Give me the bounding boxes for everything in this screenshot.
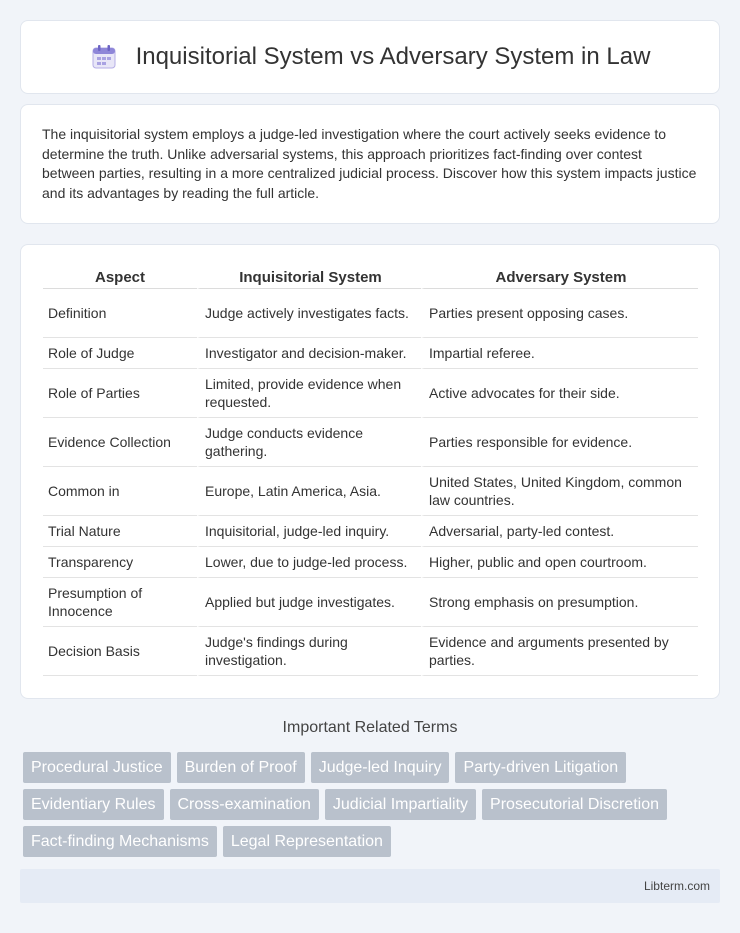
calendar-icon — [90, 43, 118, 71]
cell-adversary: Parties present opposing cases. — [421, 289, 698, 338]
tag-party-driven-litigation[interactable]: Party-driven Litigation — [455, 752, 626, 783]
cell-inquisitorial: Investigator and decision-maker. — [197, 338, 421, 369]
tag-judicial-impartiality[interactable]: Judicial Impartiality — [325, 789, 476, 820]
cell-adversary: Evidence and arguments presented by parties. — [421, 627, 698, 676]
cell-aspect: Presumption of Innocence — [43, 578, 197, 627]
table-row — [43, 547, 698, 578]
cell-aspect: Role of Judge — [43, 338, 197, 369]
table-row — [43, 516, 698, 547]
title-wrap — [90, 43, 651, 71]
table-header-row — [43, 265, 698, 289]
table-row — [43, 338, 698, 369]
cell-aspect: Definition — [43, 289, 197, 338]
intro-paragraph: The inquisitorial system employs a judge-led investigation where the court actively seeks evidence to determine the truth. Unlike adversarial systems, this approach prioritizes fact-finding over contest between parties, resulting in a more centralized judicial process. Discover how this system impacts justice and its advantages by reading the full article. — [42, 126, 697, 201]
cell-aspect: Evidence Collection — [43, 418, 197, 467]
footer — [20, 869, 720, 903]
intro-card — [20, 104, 720, 224]
related-terms-heading: Important Related Terms — [282, 719, 458, 736]
cell-adversary: United States, United Kingdom, common law countries. — [421, 467, 698, 516]
comparison-table-card — [20, 244, 720, 699]
table-row — [43, 418, 698, 467]
tag-prosecutorial-discretion[interactable]: Prosecutorial Discretion — [482, 789, 667, 820]
cell-adversary: Active advocates for their side. — [421, 369, 698, 418]
cell-adversary: Impartial referee. — [421, 338, 698, 369]
page-title: Inquisitorial System vs Adversary System in Law — [135, 43, 651, 70]
cell-inquisitorial: Judge's findings during investigation. — [197, 627, 421, 676]
tag-procedural-justice[interactable]: Procedural Justice — [23, 752, 171, 783]
tag-legal-representation[interactable]: Legal Representation — [223, 826, 391, 857]
table-row — [43, 578, 698, 627]
tag-evidentiary-rules[interactable]: Evidentiary Rules — [23, 789, 164, 820]
header-card — [20, 20, 720, 94]
column-header-adversary: Adversary System — [421, 265, 698, 289]
cell-inquisitorial: Judge actively investigates facts. — [197, 289, 421, 338]
cell-inquisitorial: Lower, due to judge-led process. — [197, 547, 421, 578]
cell-aspect: Role of Parties — [43, 369, 197, 418]
cell-aspect: Trial Nature — [43, 516, 197, 547]
cell-inquisitorial: Applied but judge investigates. — [197, 578, 421, 627]
cell-aspect: Common in — [43, 467, 197, 516]
tag-fact-finding-mechanisms[interactable]: Fact-finding Mechanisms — [23, 826, 217, 857]
footer-site-link[interactable]: Libterm.com — [643, 879, 710, 893]
comparison-table — [43, 265, 698, 676]
cell-adversary: Strong emphasis on presumption. — [421, 578, 698, 627]
cell-inquisitorial: Inquisitorial, judge-led inquiry. — [197, 516, 421, 547]
table-row — [43, 369, 698, 418]
cell-inquisitorial: Limited, provide evidence when requested. — [197, 369, 421, 418]
cell-adversary: Parties responsible for evidence. — [421, 418, 698, 467]
related-terms-tags — [23, 752, 713, 857]
cell-adversary: Higher, public and open courtroom. — [421, 547, 698, 578]
cell-aspect: Decision Basis — [43, 627, 197, 676]
cell-aspect: Transparency — [43, 547, 197, 578]
column-header-inquisitorial: Inquisitorial System — [197, 265, 421, 289]
tag-cross-examination[interactable]: Cross-examination — [170, 789, 319, 820]
cell-inquisitorial: Europe, Latin America, Asia. — [197, 467, 421, 516]
table-row — [43, 289, 698, 338]
table-row — [43, 627, 698, 676]
cell-inquisitorial: Judge conducts evidence gathering. — [197, 418, 421, 467]
tag-judge-led-inquiry[interactable]: Judge-led Inquiry — [311, 752, 450, 783]
tag-burden-of-proof[interactable]: Burden of Proof — [177, 752, 305, 783]
table-row — [43, 467, 698, 516]
column-header-aspect: Aspect — [43, 265, 197, 289]
cell-adversary: Adversarial, party-led contest. — [421, 516, 698, 547]
